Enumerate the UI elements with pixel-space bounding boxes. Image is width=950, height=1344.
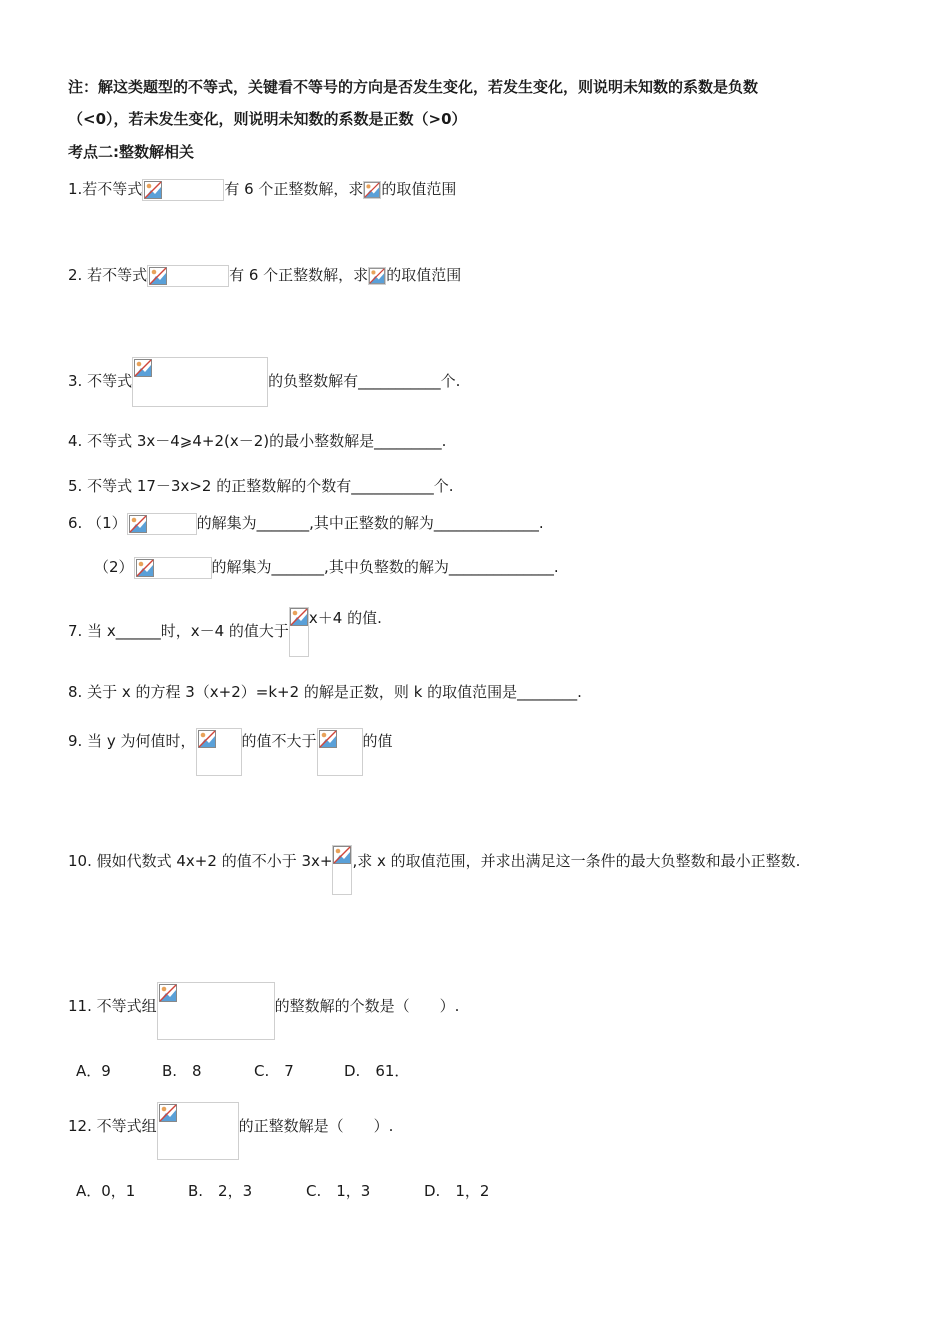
broken-image-icon: [363, 181, 381, 199]
question-6-part-2: （2） 的解集为_______,其中负整数的解为______________.: [94, 556, 559, 579]
option-a: A．0，1: [76, 1182, 136, 1200]
question-11-options: [76, 1060, 424, 1082]
broken-image-icon: [196, 728, 242, 776]
option-d: D. 1，2: [424, 1182, 490, 1200]
option-c: C. 1，3: [306, 1182, 371, 1200]
question-1: 1.若不等式 有 6 个正整数解，求 的取值范围: [68, 178, 456, 201]
option-b: B. 8: [162, 1062, 202, 1080]
broken-image-icon: [127, 513, 197, 535]
option-d: D. 61．: [344, 1062, 410, 1080]
note-line-1: 注：解这类题型的不等式，关键看不等号的方向是否发生变化，若发生变化，则说明未知数的系数是负数: [68, 78, 759, 96]
question-8: 8. 关于 x 的方程 3（x+2）=k+2 的解是正数，则 k 的取值范围是________.: [68, 683, 582, 701]
question-4: 4. 不等式 3x－4⩾4+2(x－2)的最小整数解是_________.: [68, 432, 447, 450]
broken-image-icon: [147, 265, 229, 287]
question-9: 9. 当 y 为何值时， 的值不大于 的值: [68, 727, 393, 776]
note-line-2: （<0），若未发生变化，则说明未知数的系数是正数（>0）: [68, 110, 467, 128]
broken-image-icon: [317, 728, 363, 776]
broken-image-icon: [142, 179, 224, 201]
broken-image-icon: [368, 267, 386, 285]
question-12-options: [76, 1180, 514, 1202]
question-3: 3. 不等式 的负整数解有___________个.: [68, 356, 460, 407]
question-7: 7. 当 x______时，x－4 的值大于 x＋4 的值.: [68, 606, 382, 657]
question-6-part-1: 6. （1） 的解集为_______,其中正整数的解为______________.: [68, 512, 544, 535]
broken-image-icon: [134, 557, 212, 579]
option-b: B. 2，3: [188, 1182, 253, 1200]
option-a: A．9: [76, 1062, 111, 1080]
question-5: 5. 不等式 17－3x>2 的正整数解的个数有___________个.: [68, 477, 454, 495]
broken-image-icon: [157, 1102, 239, 1160]
broken-image-icon: [289, 607, 309, 657]
question-10: 10. 假如代数式 4x+2 的值不小于 3x+ ,求 x 的取值范围，并求出满足这一条件的最大负整数和最小正整数.: [68, 844, 800, 895]
question-12: 12. 不等式组 的正整数解是（ ）.: [68, 1101, 393, 1160]
broken-image-icon: [157, 982, 275, 1040]
question-2: 2. 若不等式 有 6 个正整数解，求 的取值范围: [68, 264, 461, 287]
broken-image-icon: [132, 357, 268, 407]
option-c: C. 7: [254, 1062, 294, 1080]
broken-image-icon: [332, 845, 352, 895]
section-title: 考点二:整数解相关: [68, 143, 194, 161]
question-11: 11. 不等式组 的整数解的个数是（ ）.: [68, 981, 459, 1040]
